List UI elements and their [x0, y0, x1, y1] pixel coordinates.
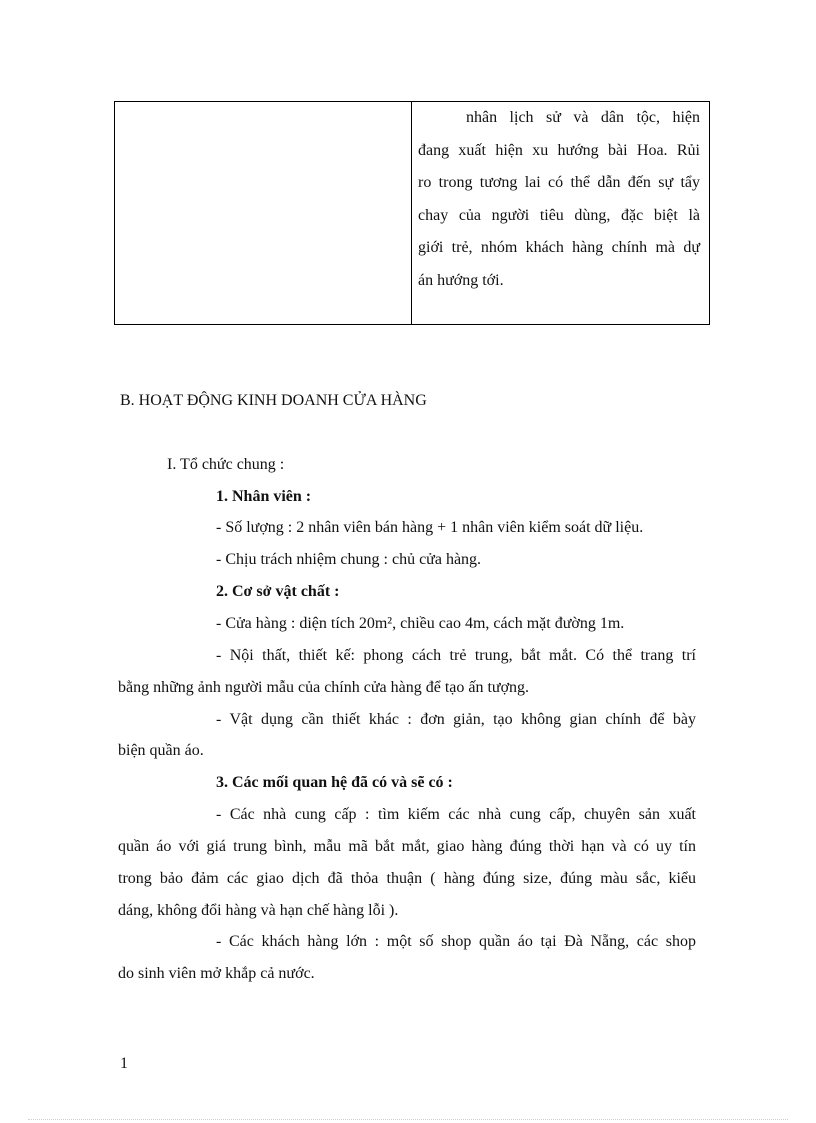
paragraph-line: - Cửa hàng : diện tích 20m², chiều cao 4m, cách mặt đường 1m. — [216, 615, 625, 632]
paragraph-line: do sinh viên mở khắp cả nước. — [118, 965, 315, 982]
cell-text-line: ro trong tương lai có thể dẫn đến sự tẩy — [418, 174, 700, 192]
paragraph-line: trong bảo đảm các giao dịch đã thỏa thuận ( hàng đúng size, đúng màu sắc, kiểu — [118, 870, 696, 887]
page-number: 1 — [120, 1055, 128, 1072]
section-heading: B. HOẠT ĐỘNG KINH DOANH CỬA HÀNG — [120, 392, 427, 409]
paragraph-line: bằng những ảnh người mẫu của chính cửa hàng để tạo ấn tượng. — [118, 679, 530, 696]
subheading-text: 3. Các mối quan hệ đã có và sẽ có : — [216, 774, 453, 791]
page-bottom-divider — [28, 1119, 788, 1120]
paragraph-line: - Chịu trách nhiệm chung : chủ cửa hàng. — [216, 551, 482, 568]
paragraph-line: - Số lượng : 2 nhân viên bán hàng + 1 nhân viên kiểm soát dữ liệu. — [216, 519, 644, 536]
continuation-table — [114, 101, 710, 325]
part-heading: I. Tổ chức chung : — [167, 456, 285, 473]
cell-text-line: đang xuất hiện xu hướng bài Hoa. Rủi — [418, 141, 700, 159]
subheading-relations — [216, 772, 453, 794]
subheading-text: 2. Cơ sở vật chất : — [216, 583, 340, 600]
subheading-facilities — [216, 581, 339, 603]
subheading-text: 1. Nhân viên : — [216, 488, 312, 505]
cell-text-line: giới trẻ, nhóm khách hàng chính mà dự — [418, 239, 700, 257]
paragraph-line: quần áo với giá trung bình, mẫu mã bắt mắt, giao hàng đúng thời hạn và có uy tín — [118, 838, 696, 855]
cell-text-line: án hướng tới. — [418, 271, 504, 289]
cell-text-line: nhân lịch sử và dân tộc, hiện — [466, 109, 700, 126]
subheading-staff — [216, 486, 311, 508]
table-cell-left — [115, 102, 412, 324]
paragraph-line: biện quần áo. — [118, 742, 204, 759]
table-cell-right — [412, 102, 709, 324]
cell-text-line: chay của người tiêu dùng, đặc biệt là — [418, 206, 700, 224]
paragraph-line: - Các khách hàng lớn : một số shop quần áo tại Đà Nẵng, các shop — [216, 933, 696, 950]
paragraph-line: dáng, không đổi hàng và hạn chế hàng lỗi ). — [118, 902, 399, 919]
paragraph-line: - Các nhà cung cấp : tìm kiếm các nhà cung cấp, chuyên sản xuất — [216, 806, 696, 823]
paragraph-line: - Nội thất, thiết kế: phong cách trẻ trung, bắt mắt. Có thể trang trí — [216, 647, 696, 664]
paragraph-line: - Vật dụng cần thiết khác : đơn giản, tạo không gian chính để bày — [216, 711, 696, 728]
